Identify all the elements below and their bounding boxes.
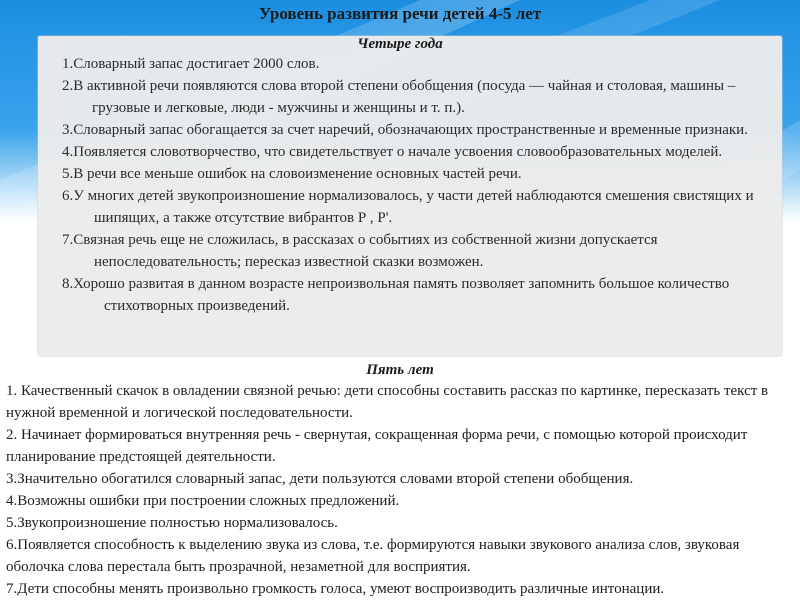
slide-title: Уровень развития речи детей 4-5 лет bbox=[258, 4, 542, 23]
list-item: 5.Звукопроизношение полностью нормализовалось. bbox=[6, 515, 338, 531]
list-item: 7.Дети способны менять произвольно громкость голоса, умеют воспроизводить различные интонации. bbox=[6, 581, 665, 597]
list-item: 3.Значительно обогатился словарный запас, дети пользуются словами второй степени обобщения. bbox=[6, 471, 634, 487]
list-item: 6.У многих детей звукопроизношение нормализовалось, у части детей наблюдаются смешения свистящих и шипящих, а также отсутствие вибрантов Р , Р'. bbox=[62, 188, 754, 226]
list-item: 4.Появляется словотворчество, что свидетельствует о начале усвоения словообразовательных моделей. bbox=[62, 144, 723, 160]
section-heading-five-years: Пять лет bbox=[366, 362, 434, 378]
list-item: 3.Словарный запас обогащается за счет наречий, обозначающих пространственные и временные признаки. bbox=[62, 122, 748, 138]
list-item: 7.Связная речь еще не сложилась, в рассказах о событиях из собственной жизни допускается непоследовательность; пересказ известной сказки возможен. bbox=[62, 232, 658, 270]
section-heading-four-years: Четыре года bbox=[357, 36, 443, 52]
list-item: 2. Начинает формироваться внутренняя речь - свернутая, сокращенная форма речи, с помощью которой происходит планирование предстоящей деятельности. bbox=[6, 427, 748, 465]
list-item: 8.Хорошо развитая в данном возрасте непроизвольная память позволяет запомнить большое количество стихотворных произведений. bbox=[62, 276, 730, 314]
five-years-list bbox=[6, 380, 796, 600]
list-item: 4.Возможны ошибки при построении сложных предложений. bbox=[6, 493, 400, 509]
four-years-list bbox=[62, 53, 786, 317]
list-item: 2.В активной речи появляются слова второй степени обобщения (посуда — чайная и столовая, машины – грузовые и легковые, люди - мужчины и женщины и т. п.). bbox=[62, 78, 736, 116]
list-item: 5.В речи все меньше ошибок на словоизменение основных частей речи. bbox=[62, 166, 522, 182]
list-item: 6.Появляется способность к выделению звука из слова, т.е. формируются навыки звукового анализа слов, звуковая оболочка слова перестала быть прозрачной, незаметной для восприятия. bbox=[6, 537, 740, 575]
list-item: 1. Качественный скачок в овладении связной речью: дети способны составить рассказ по картинке, пересказать текст в нужной временной и логической последовательности. bbox=[6, 383, 769, 421]
list-item: 1.Словарный запас достигает 2000 слов. bbox=[62, 56, 320, 72]
